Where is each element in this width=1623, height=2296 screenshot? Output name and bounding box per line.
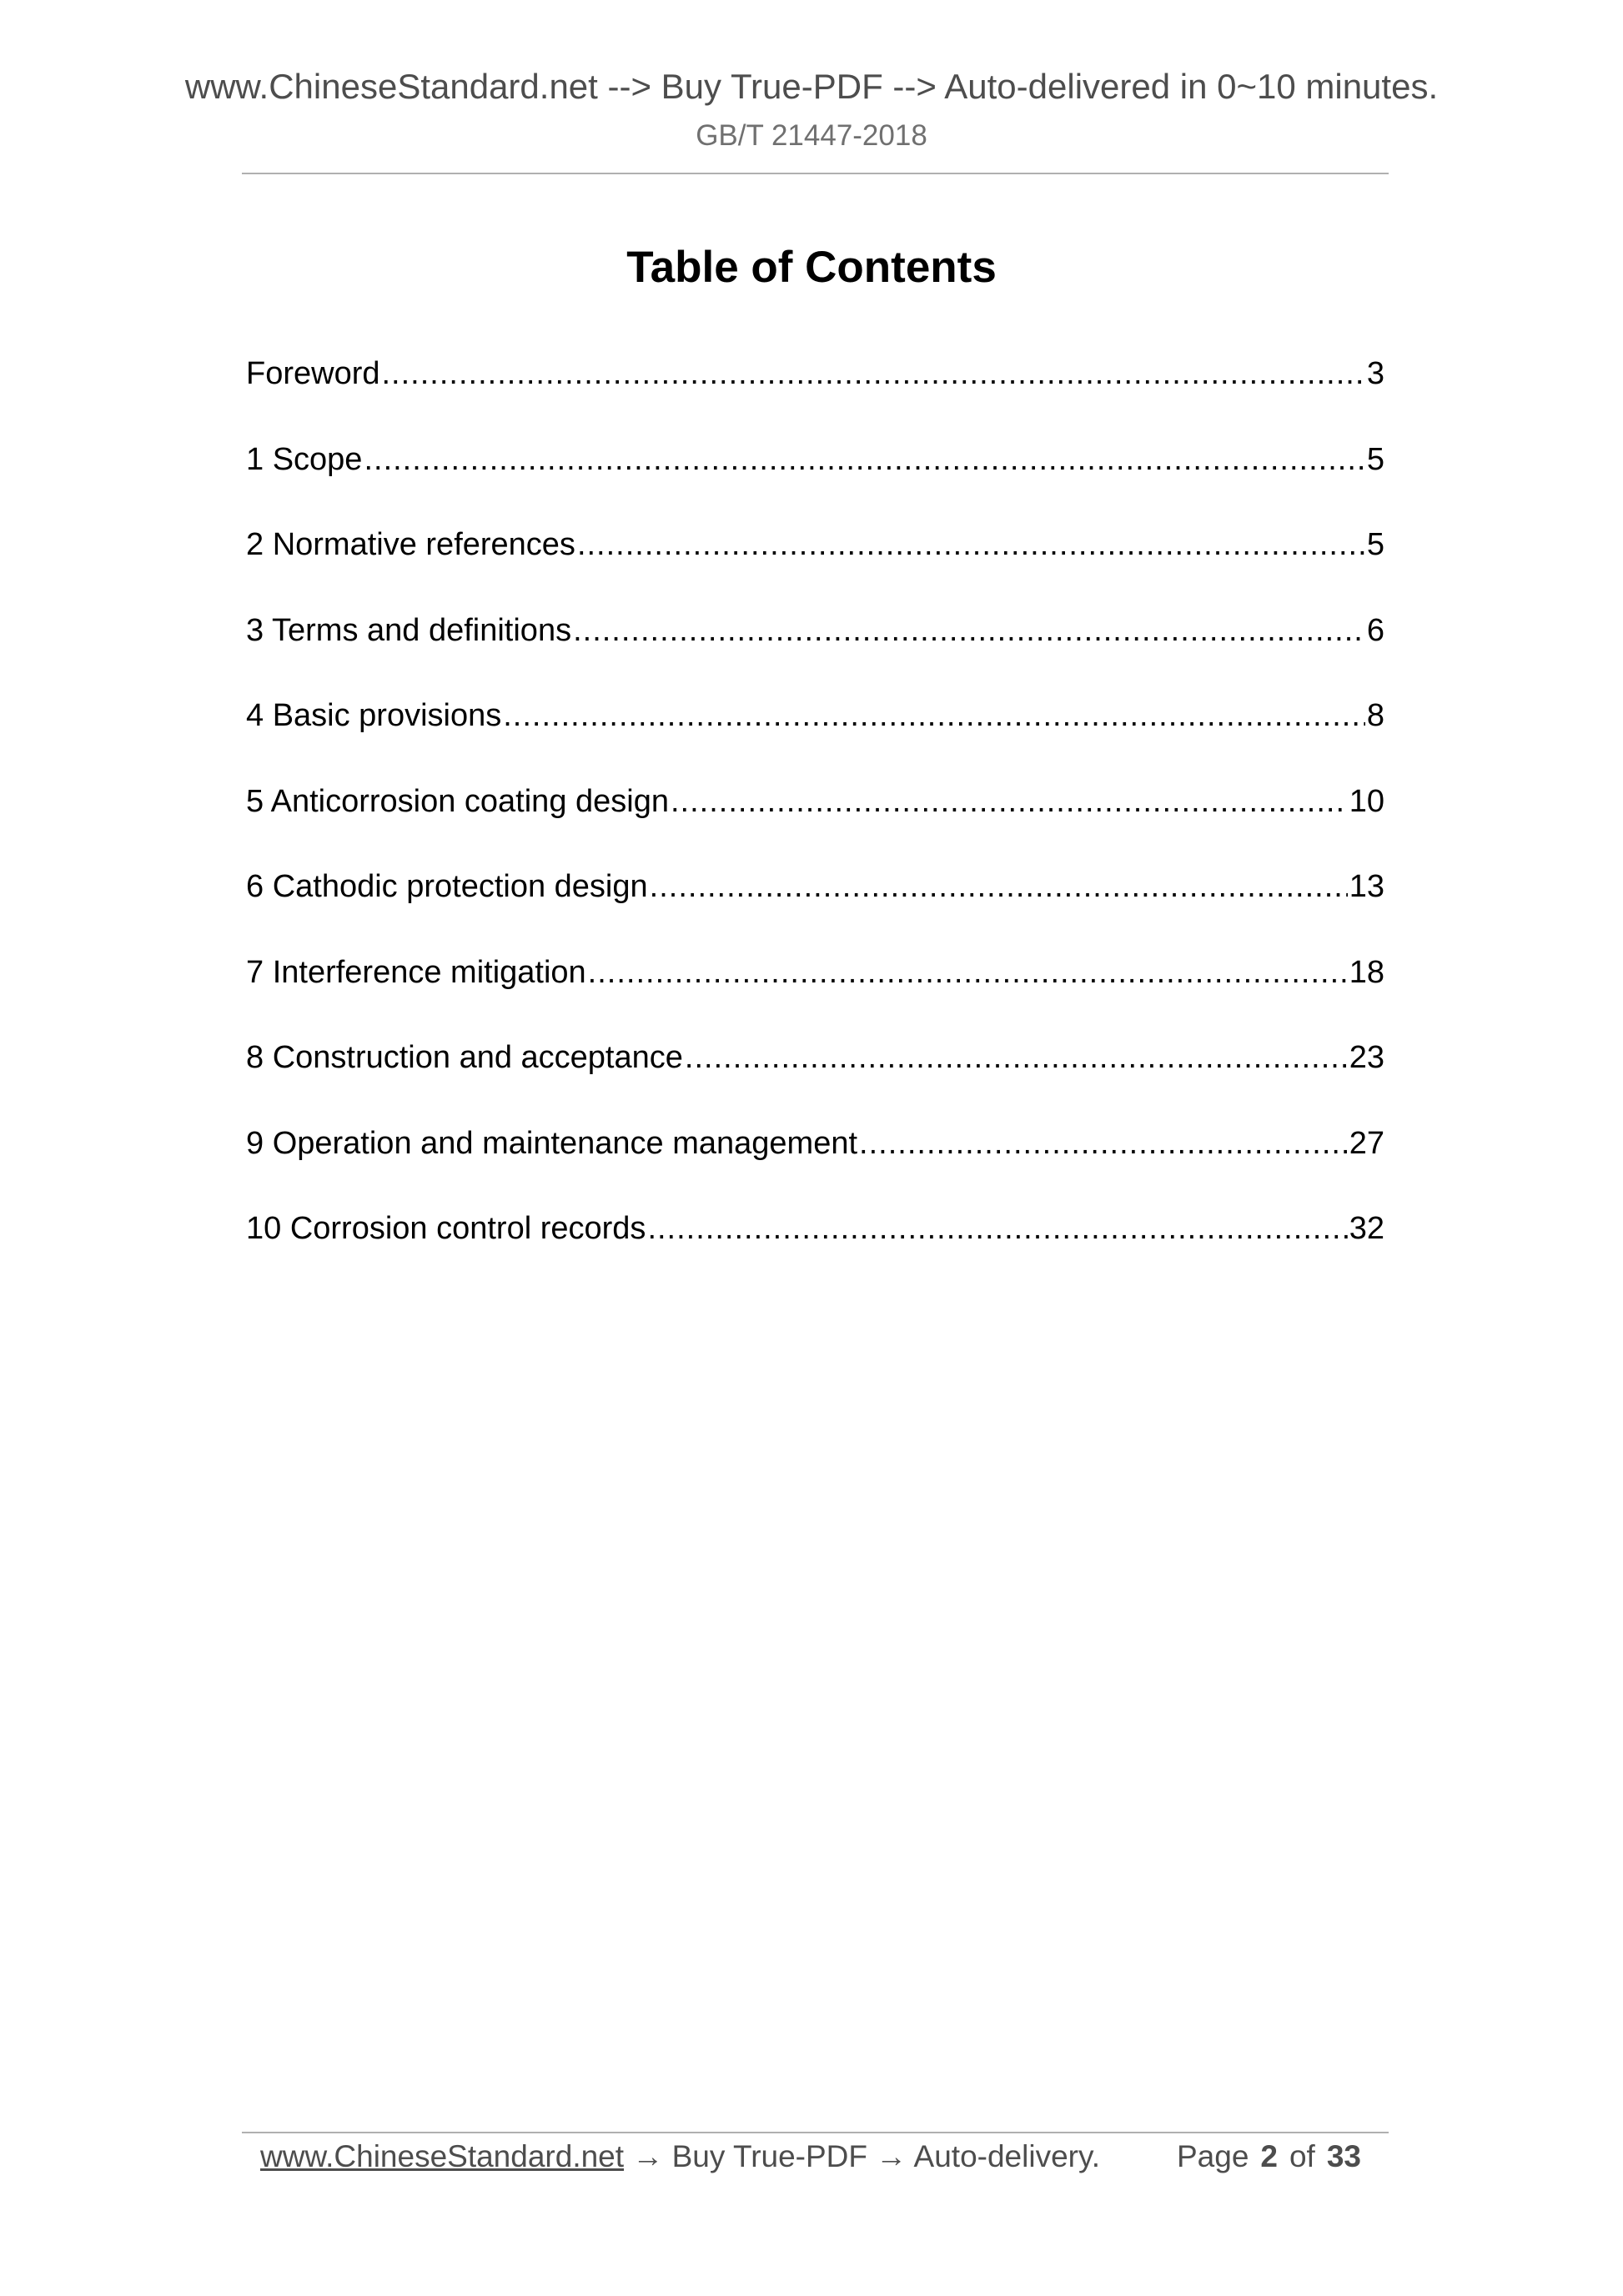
footer-buy-text: Buy True-PDF [671, 2139, 868, 2173]
footer-site-link[interactable]: www.ChineseStandard.net [260, 2139, 625, 2173]
toc-entry-label: 8 Construction and acceptance [246, 1040, 683, 1075]
toc-entry-label: 9 Operation and maintenance management [246, 1125, 858, 1161]
toc-entry[interactable] [246, 1203, 1384, 1289]
footer-promo [260, 2135, 1100, 2178]
toc-entry-label: 10 Corrosion control records [246, 1211, 646, 1246]
toc-entry[interactable] [246, 435, 1384, 520]
page-header-banner: www.ChineseStandard.net --> Buy True-PDF --> Auto-delivered in 0~10 minutes. [184, 67, 1439, 106]
header-divider [242, 173, 1389, 174]
toc-entry-label: 4 Basic provisions [246, 698, 502, 733]
total-pages-number: 33 [1326, 2139, 1361, 2173]
toc-entry-label: 3 Terms and definitions [246, 612, 572, 648]
toc-entry-page: 13 [1349, 869, 1384, 904]
toc-entry[interactable] [246, 1118, 1384, 1204]
toc-dot-leader [364, 435, 1364, 485]
footer-delivery-text: Auto-delivery. [913, 2139, 1101, 2173]
toc-entry-label: 5 Anticorrosion coating design [246, 783, 669, 819]
toc-entry-page: 5 [1366, 527, 1384, 562]
toc-entry-page: 23 [1349, 1040, 1384, 1075]
toc-entry-label: 6 Cathodic protection design [246, 869, 648, 904]
toc-entry-label: 1 Scope [246, 441, 363, 477]
toc-entry-page: 18 [1349, 954, 1384, 990]
toc-dot-leader [382, 349, 1365, 399]
toc-entry-page: 6 [1366, 612, 1384, 648]
toc-entry-label: 2 Normative references [246, 527, 575, 562]
toc-dot-leader [573, 605, 1365, 656]
toc-dot-leader [588, 947, 1348, 997]
page-number [1177, 2135, 1361, 2178]
toc-dot-leader [650, 862, 1348, 912]
toc-dot-leader [859, 1118, 1348, 1168]
toc-entry[interactable] [246, 605, 1384, 691]
toc-entry[interactable] [246, 862, 1384, 947]
toc-entry-page: 8 [1366, 698, 1384, 733]
toc-entry-label: Foreword [246, 356, 380, 391]
toc-list [246, 349, 1384, 1289]
toc-entry-page: 32 [1349, 1211, 1384, 1246]
toc-dot-leader [685, 1032, 1348, 1083]
right-arrow-icon: → [632, 2139, 664, 2173]
toc-entry[interactable] [246, 349, 1384, 435]
toc-title: Table of Contents [626, 243, 997, 292]
footer-divider [242, 2132, 1389, 2133]
toc-entry[interactable] [246, 776, 1384, 862]
right-arrow-icon: → [876, 2139, 907, 2173]
of-word: of [1289, 2139, 1315, 2173]
toc-entry-page: 3 [1366, 356, 1384, 391]
toc-dot-leader [671, 776, 1348, 826]
toc-entry-page: 5 [1366, 441, 1384, 477]
toc-entry[interactable] [246, 520, 1384, 605]
page-word: Page [1176, 2139, 1249, 2173]
toc-dot-leader [647, 1203, 1347, 1254]
toc-entry-page: 27 [1349, 1125, 1384, 1161]
toc-entry-page: 10 [1349, 783, 1384, 819]
toc-entry[interactable] [246, 1032, 1384, 1118]
toc-entry[interactable] [246, 947, 1384, 1033]
document-code: GB/T 21447-2018 [696, 119, 927, 152]
toc-entry-label: 7 Interference mitigation [246, 954, 586, 990]
current-page-number: 2 [1260, 2139, 1278, 2173]
toc-entry[interactable] [246, 691, 1384, 776]
toc-dot-leader [577, 520, 1365, 570]
toc-dot-leader [503, 691, 1365, 741]
